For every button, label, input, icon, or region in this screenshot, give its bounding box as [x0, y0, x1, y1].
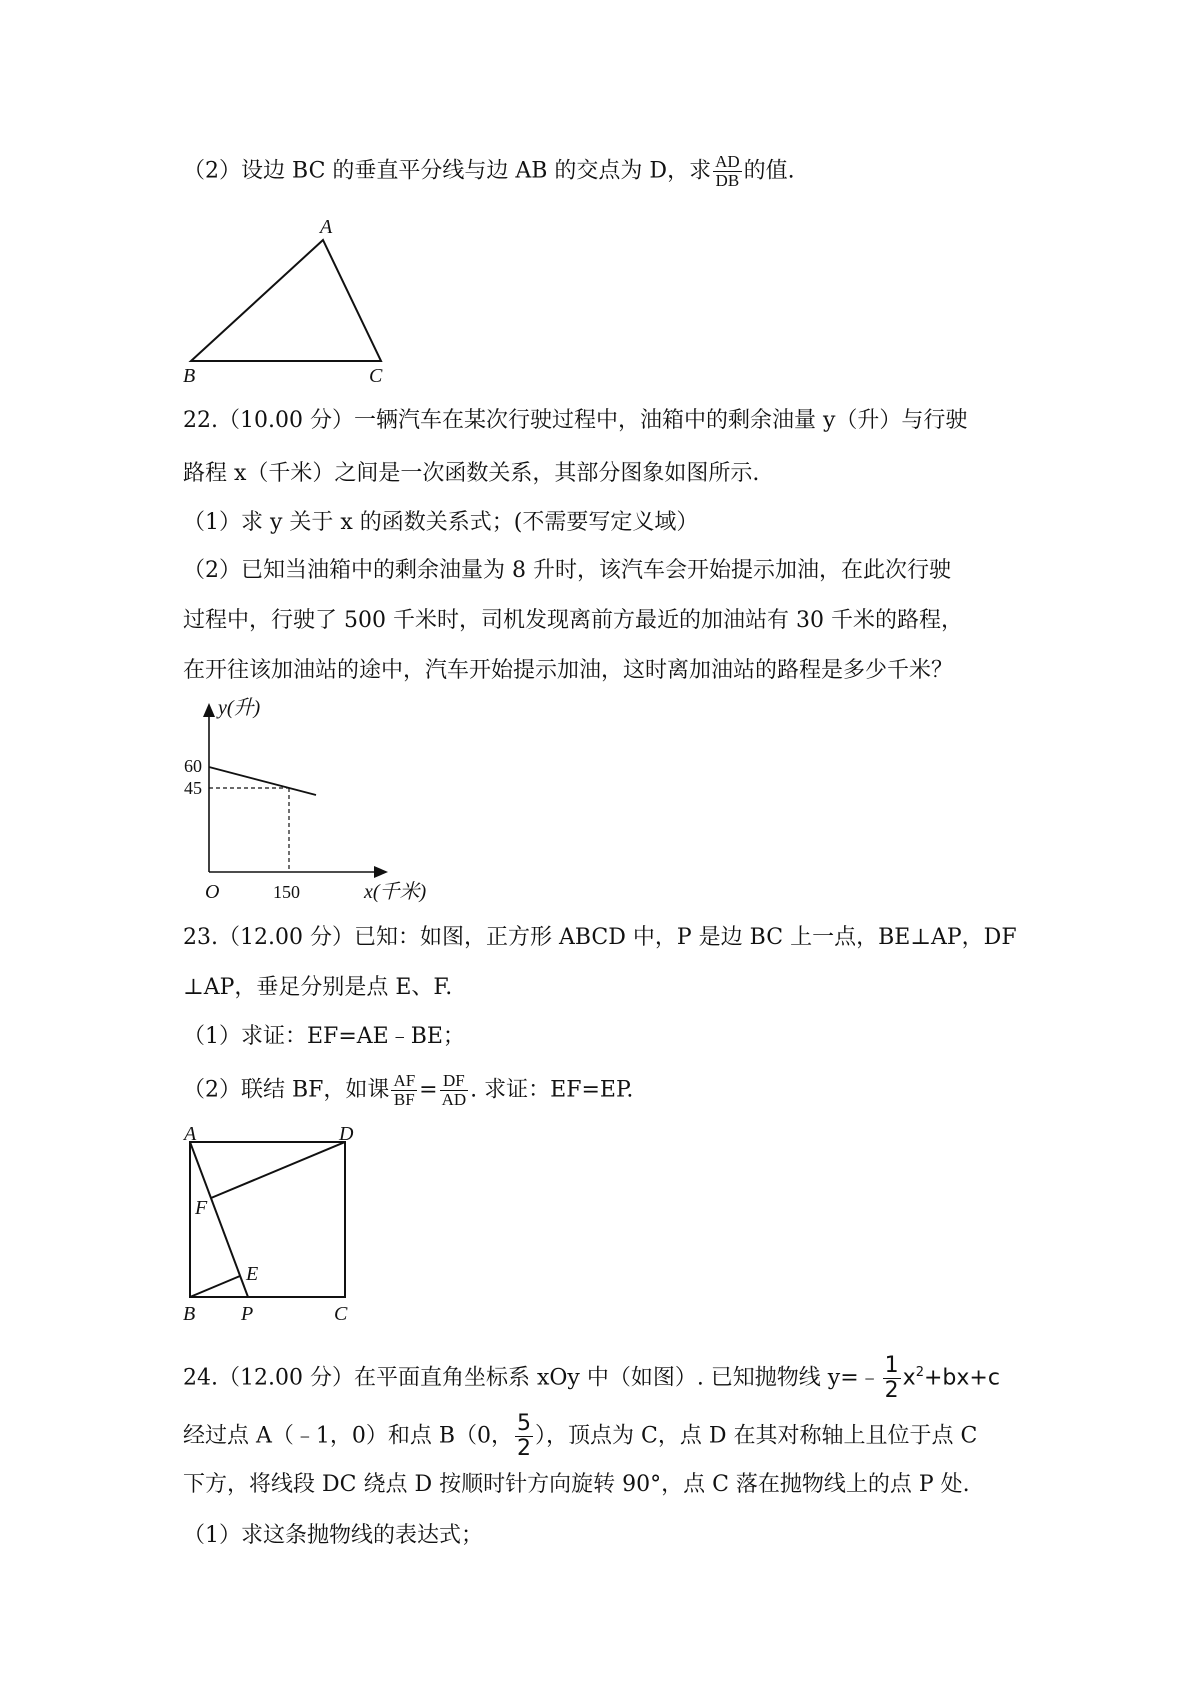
q24-frac2-den: 2	[517, 1436, 532, 1461]
q22-part2-line3: 在开往该加油站的途中，汽车开始提示加油，这时离加油站的路程是多少千米？	[183, 658, 954, 683]
origin-label: O	[205, 881, 220, 903]
q24-line2	[183, 1412, 977, 1461]
q24-x: x	[902, 1365, 916, 1391]
q23-part1: （1）求证：EF=AE﹣BE；	[183, 1024, 465, 1049]
segment-ap	[190, 1142, 248, 1297]
q22-line1: 22.（10.00 分）一辆汽车在某次行驶过程中，油箱中的剩余油量 y（升）与行驶	[183, 408, 968, 433]
q24-frac-den: 2	[884, 1378, 899, 1403]
q24-fraction-five-halves	[515, 1412, 533, 1461]
q23-part2-suffix: . 求证：EF=EP.	[470, 1077, 634, 1103]
q23-part2-prefix: （2）联结 BF，如课	[183, 1077, 390, 1103]
q24-line1-prefix: 24.（12.00 分）在平面直角坐标系 xOy 中（如图）. 已知抛物线 y=﹣	[183, 1365, 881, 1391]
q22-part1: （1）求 y 关于 x 的函数关系式；(不需要写定义域）	[183, 510, 699, 535]
q23-fraction-df-ad	[440, 1072, 469, 1109]
q24-frac2-num: 5	[517, 1411, 532, 1436]
q24-exponent: 2	[915, 1365, 924, 1381]
q21-frac-num: AD	[715, 152, 740, 171]
q23-equals: =	[419, 1077, 438, 1103]
fuel-line	[209, 767, 316, 795]
triangle-abc	[191, 240, 381, 361]
q21-part2-suffix: 的值.	[743, 158, 795, 184]
q22-part2-line1: （2）已知当油箱中的剩余油量为 8 升时，该汽车会开始提示加油，在此次行驶	[183, 558, 951, 583]
x-axis-label: x(千米)	[364, 881, 427, 903]
label-a: A	[184, 1123, 197, 1145]
q24-frac-num: 1	[884, 1353, 899, 1378]
q22-graph	[184, 697, 427, 903]
label-b: B	[183, 1303, 196, 1325]
q23-square-figure	[182, 1123, 354, 1325]
q23-part2	[183, 1072, 633, 1109]
q21-part2-prefix: （2）设边 BC 的垂直平分线与边 AB 的交点为 D，求	[183, 158, 712, 184]
label-d: D	[339, 1123, 354, 1145]
q22-line2: 路程 x（千米）之间是一次函数关系，其部分图象如图所示.	[183, 461, 760, 486]
q23-line1: 23.（12.00 分）已知：如图，正方形 ABCD 中，P 是边 BC 上一点，BE⊥AP，DF	[183, 925, 1017, 950]
label-b: B	[183, 365, 196, 387]
q21-triangle-figure	[183, 216, 383, 387]
label-e: E	[246, 1263, 259, 1285]
q23-frac1-den: BF	[393, 1090, 415, 1109]
segment-be	[190, 1276, 240, 1297]
q23-frac2-den: AD	[441, 1090, 467, 1109]
q24-line1	[183, 1354, 1000, 1403]
q24-line3: 下方，将线段 DC 绕点 D 按顺时针方向旋转 90°，点 C 落在抛物线上的点 P 处.	[183, 1472, 970, 1497]
label-c: C	[369, 365, 383, 387]
q23-frac1-num: AF	[393, 1071, 416, 1090]
label-c: C	[334, 1303, 348, 1325]
q24-part1: （1）求这条抛物线的表达式；	[183, 1523, 483, 1548]
x-axis-arrow	[374, 866, 388, 878]
q24-line1-suffix: +bx+c	[923, 1365, 1000, 1391]
y-tick-45: 45	[184, 778, 202, 798]
label-f: F	[195, 1197, 208, 1219]
q21-frac-den: DB	[715, 171, 740, 190]
q24-line2-prefix: 经过点 A（﹣1，0）和点 B（0，	[183, 1423, 514, 1449]
label-a: A	[320, 216, 333, 238]
segment-df	[211, 1142, 345, 1198]
x-tick-150: 150	[273, 882, 300, 902]
q23-line2: ⊥AP，垂足分别是点 E、F.	[183, 975, 453, 1000]
y-axis-label: y(升)	[218, 697, 261, 719]
q24-fraction-half	[883, 1354, 901, 1403]
q23-frac2-num: DF	[440, 1072, 469, 1091]
q24-line2-suffix: ），顶点为 C，点 D 在其对称轴上且位于点 C	[535, 1423, 978, 1449]
y-tick-60: 60	[184, 756, 202, 776]
q22-part2-line2: 过程中，行驶了 500 千米时，司机发现离前方最近的加油站有 30 千米的路程，	[183, 608, 963, 633]
label-p: P	[241, 1303, 254, 1325]
q23-fraction-af-bf	[391, 1072, 417, 1109]
square-abcd	[190, 1142, 345, 1297]
y-axis-arrow	[203, 703, 215, 717]
